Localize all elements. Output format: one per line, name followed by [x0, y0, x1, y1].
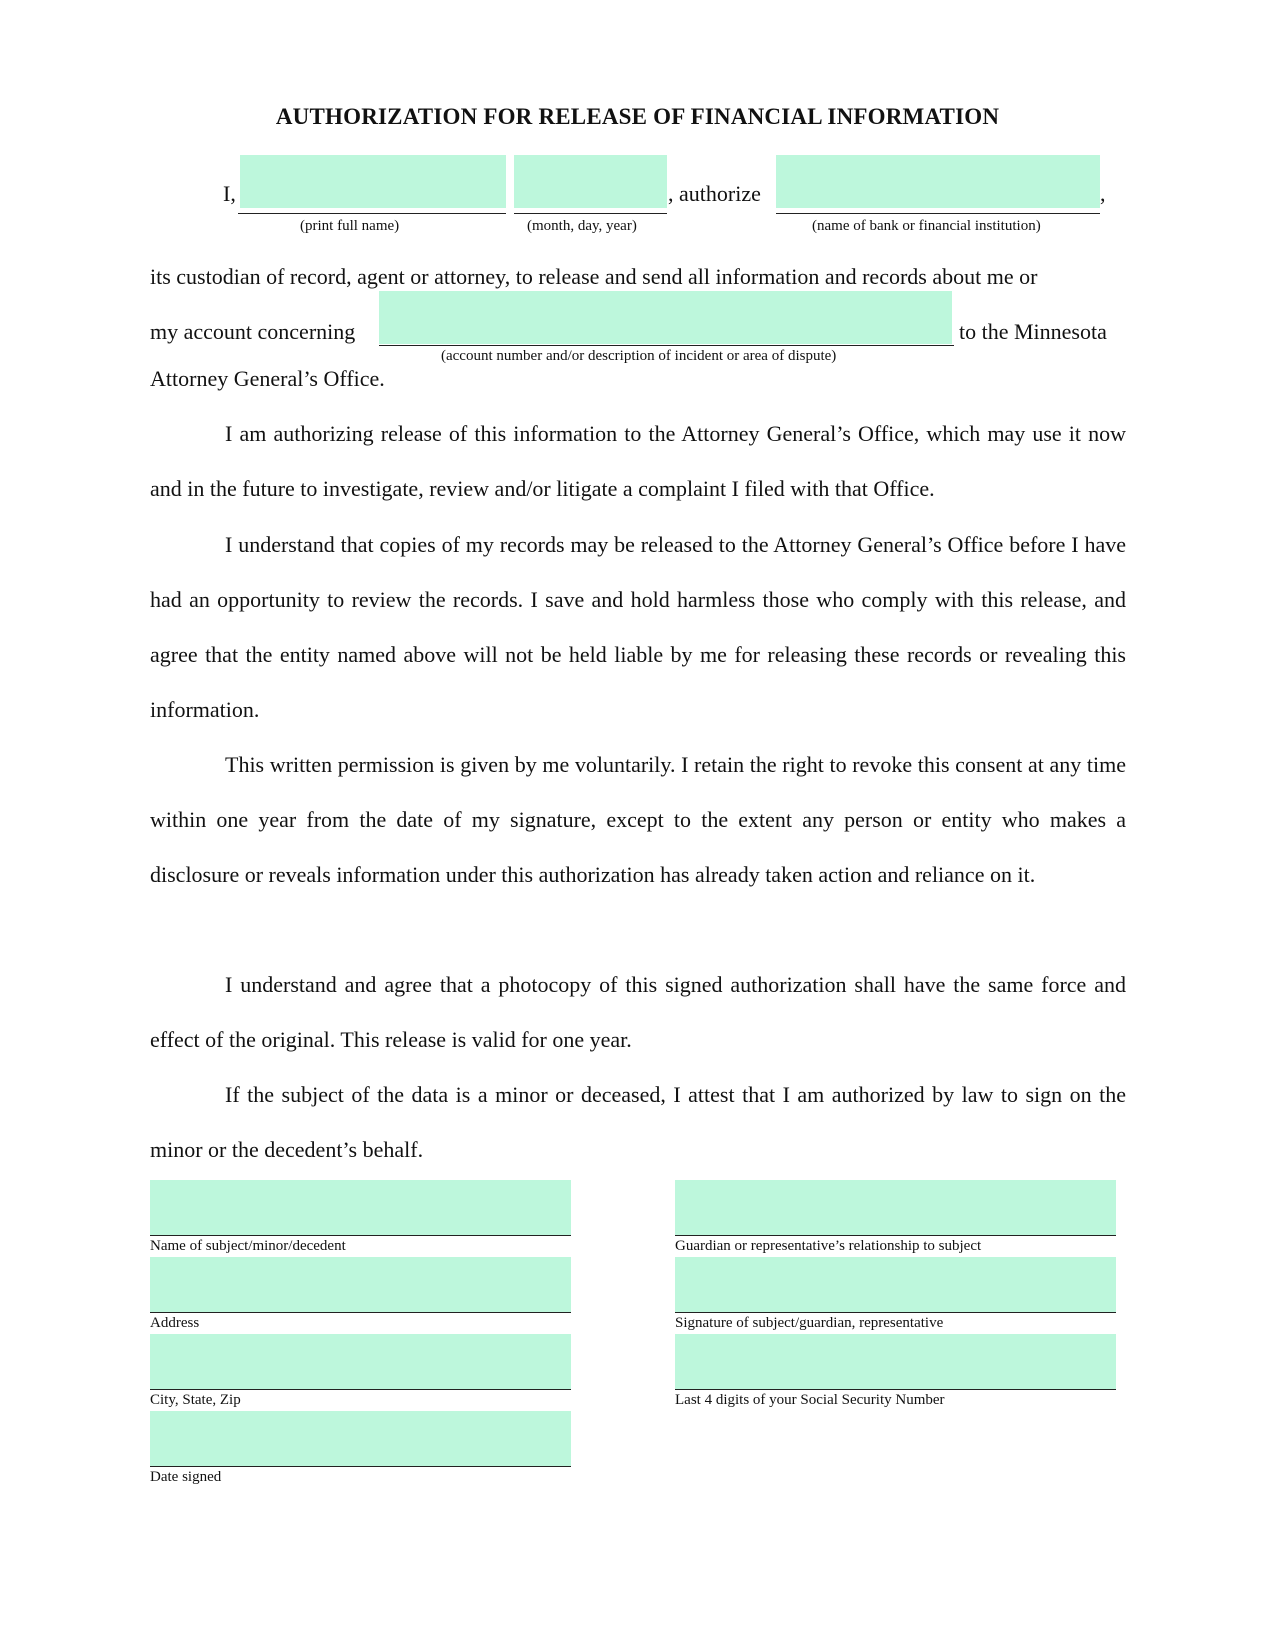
ssn-last4-underline	[675, 1389, 1116, 1390]
subject-name-field[interactable]	[150, 1180, 571, 1235]
paragraph-copies: I understand that copies of my records may be released to the Attorney General’s Office before I have had an opportunity to review the records. I save and hold harmless those who comply with this release, and agree that the entity named above will not be held liable by me for releasing these records or revealing this information.	[150, 532, 1126, 722]
full-name-caption: (print full name)	[300, 218, 400, 234]
institution-field[interactable]	[776, 155, 1100, 208]
subject-name-underline	[150, 1235, 571, 1236]
city-state-zip-underline	[150, 1389, 571, 1390]
line4-text: Attorney General’s Office.	[150, 366, 385, 391]
institution-underline	[776, 213, 1100, 214]
paragraph-use: I am authorizing release of this information to the Attorney General’s Office, which may use it now and in the future to investigate, review and/or litigate a complaint I filed with that Office.	[150, 421, 1126, 501]
address-underline	[150, 1312, 571, 1313]
signature-underline	[675, 1312, 1116, 1313]
ssn-last4-label: Last 4 digits of your Social Security Number	[675, 1392, 945, 1408]
account-concerning-field[interactable]	[379, 291, 952, 344]
subject-name-label: Name of subject/minor/decedent	[150, 1238, 346, 1254]
address-label: Address	[150, 1315, 200, 1331]
paragraph-photocopy: I understand and agree that a photocopy of this signed authorization shall have the same force and effect of the original. This release is valid for one year.	[150, 972, 1126, 1052]
signature-field[interactable]	[675, 1257, 1116, 1312]
guardian-relationship-field[interactable]	[675, 1180, 1116, 1235]
date-field[interactable]	[514, 155, 667, 208]
paragraph-permission: This written permission is given by me voluntarily. I retain the right to revoke this consent at any time within one year from the date of my signature, except to the extent any person or entity who makes a disclosure or reveals information under this authorization has already taken action and reliance on it.	[150, 752, 1126, 887]
line3-suffix: to the Minnesota	[959, 319, 1107, 344]
date-signed-label: Date signed	[150, 1469, 222, 1485]
signature-label: Signature of subject/guardian, representative	[675, 1315, 944, 1331]
address-field[interactable]	[150, 1257, 571, 1312]
ssn-last4-field[interactable]	[675, 1334, 1116, 1389]
date-signed-field[interactable]	[150, 1411, 571, 1466]
city-state-zip-label: City, State, Zip	[150, 1392, 241, 1408]
line2-text: its custodian of record, agent or attorney, to release and send all information and records about me or	[150, 264, 1038, 289]
account-concerning-underline	[379, 345, 954, 346]
city-state-zip-field[interactable]	[150, 1334, 571, 1389]
full-name-underline	[238, 213, 506, 214]
guardian-relationship-label: Guardian or representative’s relationship to subject	[675, 1238, 982, 1254]
line3-prefix: my account concerning	[150, 319, 356, 344]
date-signed-underline	[150, 1466, 571, 1467]
institution-caption: (name of bank or financial institution)	[812, 218, 1041, 234]
line1-prefix: I,	[223, 181, 236, 206]
full-name-field[interactable]	[240, 155, 506, 208]
account-concerning-caption: (account number and/or description of incident or area of dispute)	[441, 348, 837, 364]
line1-comma: ,	[1100, 181, 1106, 206]
form-title: AUTHORIZATION FOR RELEASE OF FINANCIAL INFORMATION	[275, 104, 1000, 129]
line1-authorize: , authorize	[668, 181, 761, 206]
date-underline	[514, 213, 667, 214]
paragraph-minor: If the subject of the data is a minor or deceased, I attest that I am authorized by law to sign on the minor or the decedent’s behalf.	[150, 1082, 1126, 1162]
date-caption: (month, day, year)	[527, 218, 637, 234]
guardian-relationship-underline	[675, 1235, 1116, 1236]
